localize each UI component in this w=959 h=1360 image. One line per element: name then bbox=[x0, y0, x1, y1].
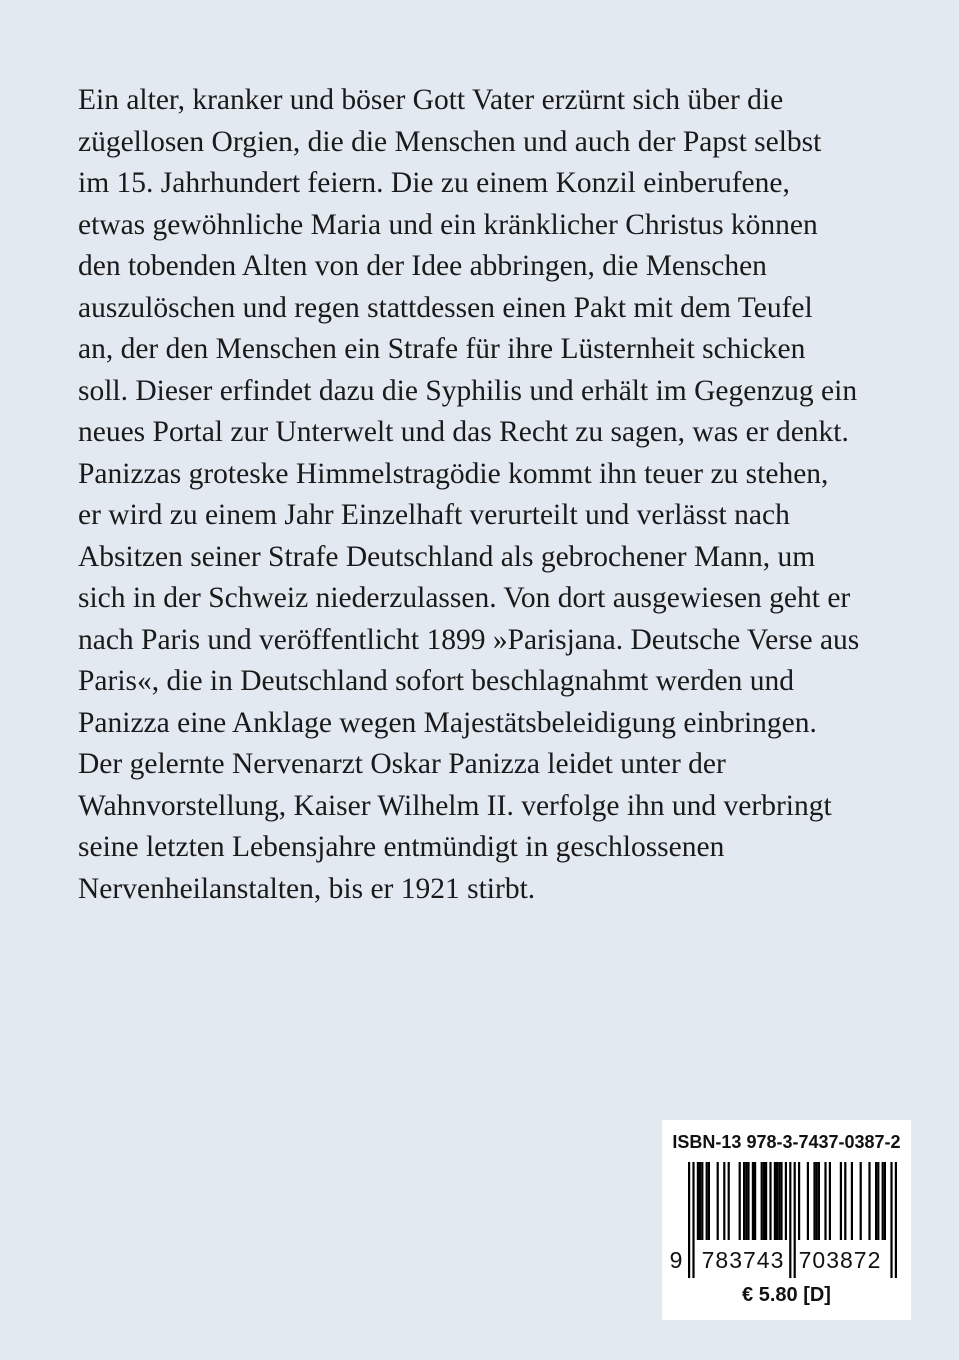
barcode-bar bbox=[769, 1162, 771, 1240]
blurb-line: nach Paris und veröffentlicht 1899 »Parisjana. Deutsche Verse aus bbox=[78, 623, 860, 656]
blurb-line: Wahnvorstellung, Kaiser Wilhelm II. verfolge ihn und verbringt bbox=[78, 789, 832, 822]
blurb-line: Nervenheilanstalten, bis er 1921 stirbt. bbox=[78, 872, 536, 905]
barcode-bar bbox=[844, 1162, 846, 1240]
barcode-bar bbox=[763, 1162, 765, 1240]
blurb-line: Absitzen seiner Strafe Deutschland als gebrochener Mann, um bbox=[78, 540, 816, 573]
barcode-digits-left: 783743 bbox=[701, 1247, 785, 1273]
barcode-digit-first: 9 bbox=[669, 1247, 683, 1273]
barcode-bar bbox=[818, 1162, 820, 1240]
barcode-bar bbox=[884, 1162, 886, 1240]
blurb-line: soll. Dieser erfindet dazu die Syphilis und erhält im Gegenzug ein bbox=[78, 374, 858, 407]
barcode-bar bbox=[739, 1162, 741, 1240]
isbn-barcode-label bbox=[662, 1120, 911, 1320]
barcode-bar bbox=[813, 1162, 815, 1240]
barcode-bar bbox=[761, 1162, 763, 1240]
blurb-line: zügellosen Orgien, die die Menschen und auch der Papst selbst bbox=[78, 125, 822, 158]
blurb-line: etwas gewöhnliche Maria und ein kränklicher Christus können bbox=[78, 208, 818, 241]
barcode-bar bbox=[706, 1162, 708, 1240]
barcode-bar bbox=[882, 1162, 884, 1240]
blurb-line: den tobenden Alten von der Idee abbringen, die Menschen bbox=[78, 250, 767, 282]
barcode-bar bbox=[754, 1162, 756, 1240]
blurb-line: Paris«, die in Deutschland sofort beschlagnahmt werden und bbox=[78, 665, 795, 697]
blurb-line: Ein alter, kranker und böser Gott Vater erzürnt sich über die bbox=[78, 84, 784, 116]
back-cover-blurb bbox=[78, 80, 908, 910]
barcode-bar bbox=[701, 1162, 703, 1240]
barcode-bars bbox=[697, 1162, 886, 1240]
barcode-bar bbox=[851, 1162, 853, 1240]
barcode-bar bbox=[697, 1162, 699, 1240]
barcode-bar bbox=[743, 1162, 745, 1240]
barcode-bar bbox=[840, 1162, 842, 1240]
barcode-bar bbox=[752, 1162, 754, 1240]
barcode-bar bbox=[816, 1162, 818, 1240]
barcode-bar bbox=[747, 1162, 749, 1240]
barcode-bar bbox=[798, 1162, 800, 1240]
barcode-guard-bar bbox=[890, 1162, 892, 1278]
price-label: € 5.80 [D] bbox=[742, 1284, 831, 1306]
blurb-line: er wird zu einem Jahr Einzelhaft verurteilt und verlässt nach bbox=[78, 499, 790, 531]
blurb-line: Panizza eine Anklage wegen Majestätsbeleidigung einbringen. bbox=[78, 706, 817, 739]
blurb-line: im 15. Jahrhundert feiern. Die zu einem Konzil einberufene, bbox=[78, 167, 790, 199]
blurb-line: Der gelernte Nervenarzt Oskar Panizza leidet unter der bbox=[78, 748, 726, 780]
barcode-guard-bar bbox=[794, 1162, 796, 1278]
barcode-guard-bar bbox=[688, 1162, 690, 1278]
barcode-bar bbox=[875, 1162, 877, 1240]
barcode-bar bbox=[708, 1162, 710, 1240]
barcode-bar bbox=[728, 1162, 730, 1240]
barcode-bar bbox=[717, 1162, 719, 1240]
blurb-line: Panizzas groteske Himmelstragödie kommt ihn teuer zu stehen, bbox=[78, 457, 829, 490]
blurb-line: sich in der Schweiz niederzulassen. Von dort ausgewiesen geht er bbox=[78, 582, 851, 614]
barcode-digits-right: 703872 bbox=[798, 1247, 882, 1273]
barcode-bar bbox=[824, 1162, 826, 1240]
blurb-line: seine letzten Lebensjahre entmündigt in geschlossenen bbox=[78, 831, 725, 863]
barcode-bar bbox=[785, 1162, 787, 1240]
barcode-bar bbox=[868, 1162, 870, 1240]
barcode-icon bbox=[662, 1162, 911, 1278]
barcode-guard-bar bbox=[895, 1162, 897, 1278]
barcode-bar bbox=[745, 1162, 747, 1240]
barcode-bar bbox=[723, 1162, 725, 1240]
blurb-line: auszulöschen und regen stattdessen einen Pakt mit dem Teufel bbox=[78, 291, 813, 324]
barcode-bar bbox=[780, 1162, 782, 1240]
barcode-bar bbox=[860, 1162, 862, 1240]
barcode-bar bbox=[774, 1162, 776, 1240]
barcode-bar bbox=[776, 1162, 778, 1240]
barcode-guard-bar bbox=[692, 1162, 694, 1278]
barcode-bar bbox=[829, 1162, 831, 1240]
barcode-bar bbox=[807, 1162, 809, 1240]
blurb-line: an, der den Menschen ein Strafe für ihre Lüsternheit schicken bbox=[78, 333, 806, 365]
barcode-bar bbox=[699, 1162, 701, 1240]
barcode-bar bbox=[765, 1162, 767, 1240]
barcode-guard-bar bbox=[789, 1162, 791, 1278]
barcode-bar bbox=[778, 1162, 780, 1240]
barcode-bar bbox=[877, 1162, 879, 1240]
blurb-line: neues Portal zur Unterwelt und das Recht zu sagen, was er denkt. bbox=[78, 416, 849, 448]
isbn-number: ISBN-13 978-3-7437-0387-2 bbox=[672, 1132, 901, 1152]
